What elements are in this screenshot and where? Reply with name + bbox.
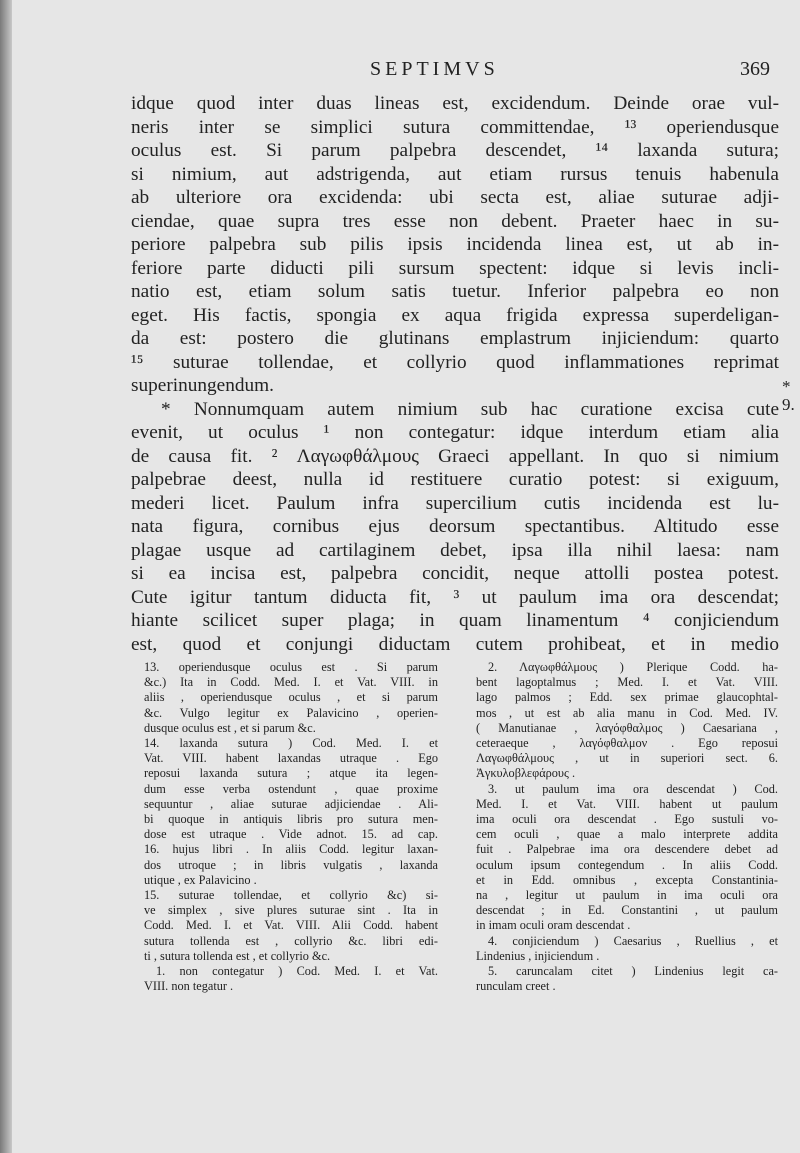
text-line: feriore parte diducti pili sursum spectent: idque si levis incli- bbox=[131, 257, 779, 279]
page-header bbox=[0, 58, 800, 88]
text-line: hiante scilicet super plaga; in quam linamentum ⁴ conjiciendum bbox=[131, 610, 779, 631]
footnote-line: ima oculi ora descendat . Ego sustuli vo- bbox=[476, 812, 778, 827]
footnote-line: 13. operiendusque oculus est . Si parum bbox=[144, 660, 438, 674]
footnote-line: &c.) Ita in Codd. Med. I. et Vat. VIII. in bbox=[144, 675, 438, 690]
footnote-line: utique , ex Palavicino . bbox=[144, 872, 257, 887]
running-title: SEPTIMVS bbox=[370, 58, 499, 80]
text-line: nata figura, cornibus ejus deorsum spectantibus. Altitudo esse bbox=[131, 516, 779, 537]
footnote-line: 14. laxanda sutura ) Cod. Med. I. et bbox=[144, 736, 438, 751]
text-line: eget. His factis, spongia ex aqua frigida expressa superdeligan- bbox=[131, 304, 779, 326]
text-line: si ea incisa est, palpebra concidit, neque attolli postea potest. bbox=[131, 563, 779, 584]
footnote-line: dos utroque ; in libris vulgatis , laxanda bbox=[144, 857, 438, 872]
page-gutter bbox=[0, 0, 12, 1153]
footnote-line: bi quoque in antiquis libris pro sutura men- bbox=[144, 812, 438, 827]
main-text bbox=[131, 92, 779, 656]
text-line: da est: postero die glutinans emplastrum injiciendum: quarto bbox=[131, 328, 779, 349]
footnote-line: oculum ipsum contegendum . In aliis Codd. bbox=[476, 857, 778, 872]
footnote-line: et in Edd. omnibus , excepta Constantinia- bbox=[476, 872, 778, 887]
text-line: palpebrae deest, nulla id restituere curatio potest: si exiguum, bbox=[131, 469, 779, 490]
footnotes-right bbox=[476, 660, 778, 994]
text-line: idque quod inter duas lineas est, excidendum. Deinde orae vul- bbox=[131, 93, 779, 114]
footnote-line: Codd. Med. I. et Vat. VIII. Alii Codd. habent bbox=[144, 918, 438, 933]
footnote-line: dum esse verba ostendunt , quae proxime bbox=[144, 781, 438, 796]
footnote-line: Ἀγκυλοβλεφάρους . bbox=[476, 766, 576, 781]
footnote-line: na , legitur ut paulum in ima oculi ora bbox=[476, 888, 778, 903]
footnote-line: aliis , operiendusque oculus , et si parum bbox=[144, 690, 438, 705]
text-line: periore palpebra sub pilis ipsis incidenda linea est, ut ab in- bbox=[131, 234, 779, 255]
footnote-line: fuit . Palpebrae ima ora descendere debet ad bbox=[476, 842, 778, 857]
text-line: ¹⁵ suturae tollendae, et collyrio quod inflammationes reprimat bbox=[131, 351, 779, 373]
text-line: est, quod et conjungi diductam cutem prohibeat, et in medio bbox=[131, 633, 779, 655]
footnote-line: sutura tollenda est , collyrio &c. libri edi- bbox=[144, 933, 438, 948]
footnote-line: Vat. VIII. habent laxandas utraque . Ego bbox=[144, 751, 438, 766]
footnote-line: bent lagoptalmus ; Med. I. et Vat. VIII. bbox=[476, 675, 778, 690]
footnote-line: dose est utraque . Vide adnot. 15. ad cap. bbox=[144, 827, 438, 842]
footnote-line: descendat ; in Ed. Constantini , ut paulum bbox=[476, 903, 778, 918]
footnote-line: lago palmos ; Edd. sex primae glaucophtal- bbox=[476, 690, 778, 705]
footnotes-left bbox=[144, 660, 438, 994]
footnote-line: 2. Λαγωφθάλμους ) Plerique Codd. ha- bbox=[488, 660, 778, 674]
footnote-line: 15. suturae tollendae, et collyrio &c) si- bbox=[144, 888, 438, 903]
footnote-line: ceteraeque , λαγόφθαλμον . Ego reposui bbox=[476, 736, 778, 751]
text-line: neris inter se simplici sutura committendae, ¹³ operiendusque bbox=[131, 116, 779, 138]
footnote-line: runculam creet . bbox=[476, 979, 556, 994]
footnote-line: 16. hujus libri . In aliis Codd. legitur laxan- bbox=[144, 842, 438, 857]
footnote-line: 1. non contegatur ) Cod. Med. I. et Vat. bbox=[156, 964, 438, 979]
text-line: natio est, etiam solum satis tuetur. Inferior palpebra eo non bbox=[131, 281, 779, 302]
text-line: si nimium, aut adstrigenda, aut etiam rursus tenuis habenula bbox=[131, 163, 779, 185]
footnote-line: cem oculi , quae a malo interprete addita bbox=[476, 827, 778, 842]
footnote-line: VIII. non tegatur . bbox=[144, 979, 234, 994]
footnote-line: ve simplex , sive plures suturae sint . Ita in bbox=[144, 903, 438, 918]
text-line: oculus est. Si parum palpebra descendet, ¹⁴ laxanda sutura; bbox=[131, 140, 779, 161]
footnote-line: sequuntur , aliae suturae adjiciendae . Ali- bbox=[144, 796, 438, 811]
text-line: de causa fit. ² Λαγωφθάλμους Graeci appellant. In quo si nimium bbox=[131, 445, 779, 467]
text-line: evenit, ut oculus ¹ non contegatur: idque interdum etiam alia bbox=[131, 422, 779, 443]
text-line: * Nonnumquam autem nimium sub hac curatione excisa cute bbox=[161, 398, 779, 420]
footnote-line: Med. I. et Vat. VIII. habent ut paulum bbox=[476, 796, 778, 811]
text-line: superinungendum. bbox=[131, 375, 274, 396]
footnote-line: mos , ut est ab alia manu in Cod. Med. IV. bbox=[476, 705, 778, 720]
footnote-line: 5. caruncalam citet ) Lindenius legit ca- bbox=[488, 964, 778, 979]
footnote-line: reposui laxanda sutura ; atque ita legen- bbox=[144, 766, 438, 781]
text-line: ciendae, quae supra tres esse non debent. Praeter haec in su- bbox=[131, 210, 779, 232]
footnote-line: &c. Vulgo legitur ex Palavicino , operien- bbox=[144, 705, 438, 720]
footnote-line: Lindenius , injiciendum . bbox=[476, 948, 600, 963]
footnote-line: ti , sutura tollenda est , et collyrio &c. bbox=[144, 948, 331, 963]
page-number: 369 bbox=[740, 58, 770, 80]
footnote-line: Λαγωφθάλμους , ut in superiori sect. 6. bbox=[476, 751, 778, 766]
text-line: plagae usque ad cartilaginem debet, ipsa illa nihil laesa: nam bbox=[131, 539, 779, 561]
margin-note: * 9. bbox=[782, 377, 795, 414]
footnote-line: in imam oculi oram descendat . bbox=[476, 918, 631, 933]
text-line: mederi licet. Paulum infra supercilium cutis incidenda est lu- bbox=[131, 492, 779, 514]
footnote-line: 3. ut paulum ima ora descendat ) Cod. bbox=[488, 781, 778, 796]
text-line: Cute igitur tantum diducta fit, ³ ut paulum ima ora descendat; bbox=[131, 586, 779, 608]
footnote-line: ( Manutianae , λαγόφθαλμος ) Caesariana , bbox=[476, 720, 778, 735]
footnote-line: dusque oculus est , et si parum &c. bbox=[144, 720, 316, 735]
footnote-line: 4. conjiciendum ) Caesarius , Ruellius , et bbox=[488, 933, 778, 948]
text-line: ab ulteriore ora excidenda: ubi secta est, aliae suturae adji- bbox=[131, 187, 779, 208]
